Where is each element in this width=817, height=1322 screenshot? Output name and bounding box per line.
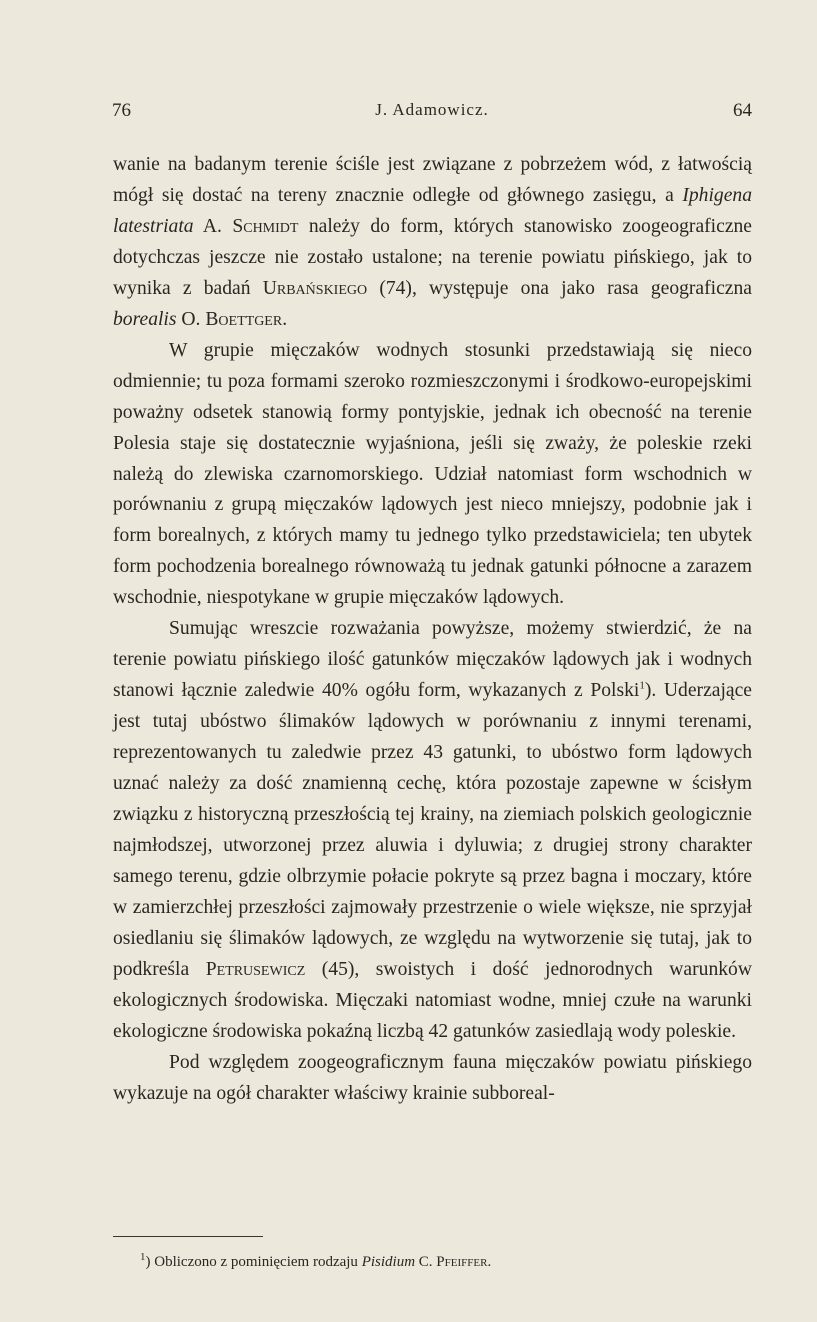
genus-name-pisidium: Pisidium [361, 1254, 416, 1270]
p4-text: Pod względem zoogeograficznym fauna mięczaków powiatu pińskiego wykazuje na ogół charakter właściwy krainie subboreal- [113, 1051, 752, 1104]
p3-text-d: (45), swoistych i dość jednorodnych warunków ekologicznych środowiska. Mięczaki natomiast wodne, mniej czułe na warunki ekologiczne środowiska pokaźną liczbą 42 gatunków zasiedlają wody poleskie. [113, 958, 752, 1042]
page-number-left: 76 [112, 100, 131, 121]
p3-text-b: ). Uderzające jest tutaj ubóstwo ślimaków lądowych w porównaniu z innymi terenami, reprezentowanych tu zaledwie przez 43 gatunki, to ubóstwo form lądowych uznać należy za dość znamienną cechę, która pozostaje zapewne w ścisłym związku z historyczną przeszłością tej krainy, na ziemiach polskich geologicznie najmłodszej, utworzonej przez aluwia i dyluwia; z drugiej strony charakter samego terenu, gdzie olbrzymie połacie pokryte są przez bagna i moczary, które w zamierzchłej przeszłości zajmowały przestrzenie o wiele większe, nie sprzyjał osiedlaniu się ślimaków lądowych, ze względu na wytworzenie się tutaj, jak to podkreśla [113, 680, 753, 980]
paragraph-2 [113, 336, 752, 615]
body-text [113, 150, 752, 1110]
paragraph-3 [113, 614, 752, 1047]
p1-text-a: wanie na badanym terenie ściśle jest związane z pobrzeżem wód, z łatwością mógł się dostać na tereny znacznie odległe od głównego zasięgu, a [113, 154, 752, 206]
p1-text-k: . [282, 308, 288, 330]
race-name-borealis: borealis [113, 308, 177, 330]
p1-text-e: należy do form, których stanowisko zoogeograficzne dotychczas jeszcze nie zostało ustalone; na terenie powiatu pińskiego, jak to wynika z badań [113, 215, 753, 299]
footnote [140, 1252, 740, 1272]
author-urbanski: Urbańskiego [262, 277, 368, 299]
page-header [112, 100, 752, 130]
p2-text: W grupie mięczaków wodnych stosunki przedstawiają się nieco odmiennie; tu poza formami szeroko rozmieszczonymi i środkowo-europejskimi poważny odsetek stanowią formy pontyjskie, jednak ich obecność na terenie Polesia staje się dostatecznie wyjaśniona, jeśli się zważy, że poleskie rzeki należą do zlewiska czarnomorskiego. Udział natomiast form wschodnich w porównaniu z grupą mięczaków lądowych jest nieco mniejszy, podobnie jak i form borealnych, z których mamy tu jednego tylko przedstawiciela; ten ubytek form pochodzenia borealnego równoważą tu jednak gatunki północne a zarazem wschodnie, niespotykane w grupie mięczaków lądowych. [113, 339, 752, 609]
p1-text-i: O. [176, 308, 206, 330]
footnote-text-e: . [487, 1254, 492, 1270]
p3-text-a: Sumując wreszcie rozważania powyższe, możemy stwierdzić, że na terenie powiatu pińskiego ilość gatunków mięczaków lądowych jak i wodnych stanowi łącznie zaledwie 40% ogółu form, wykazanych z Polski [113, 618, 752, 702]
author-schmidt: Schmidt [232, 215, 299, 237]
author-petrusewicz: Petrusewicz [205, 958, 306, 980]
paragraph-1 [113, 150, 752, 336]
page-number-right: 64 [733, 100, 752, 121]
footnote-text-a: ) Obliczono z pominięciem rodzaju [145, 1254, 362, 1270]
p1-text-c: A. [193, 215, 233, 237]
author-pfeiffer: Pfeiffer [436, 1254, 488, 1270]
footnote-text-c: C. [415, 1254, 437, 1270]
footnote-mark: 1 [140, 1251, 146, 1263]
footnote-reference: 1 [639, 679, 645, 692]
footnote-divider [113, 1236, 263, 1237]
paragraph-4 [113, 1048, 752, 1110]
p1-text-g: (74), występuje ona jako rasa geograficzna [367, 277, 752, 299]
species-name-iphigena: Iphigena latestriata [113, 184, 752, 237]
running-head: J. Adamowicz. [375, 100, 489, 119]
author-boettger: Boettger [205, 308, 283, 330]
